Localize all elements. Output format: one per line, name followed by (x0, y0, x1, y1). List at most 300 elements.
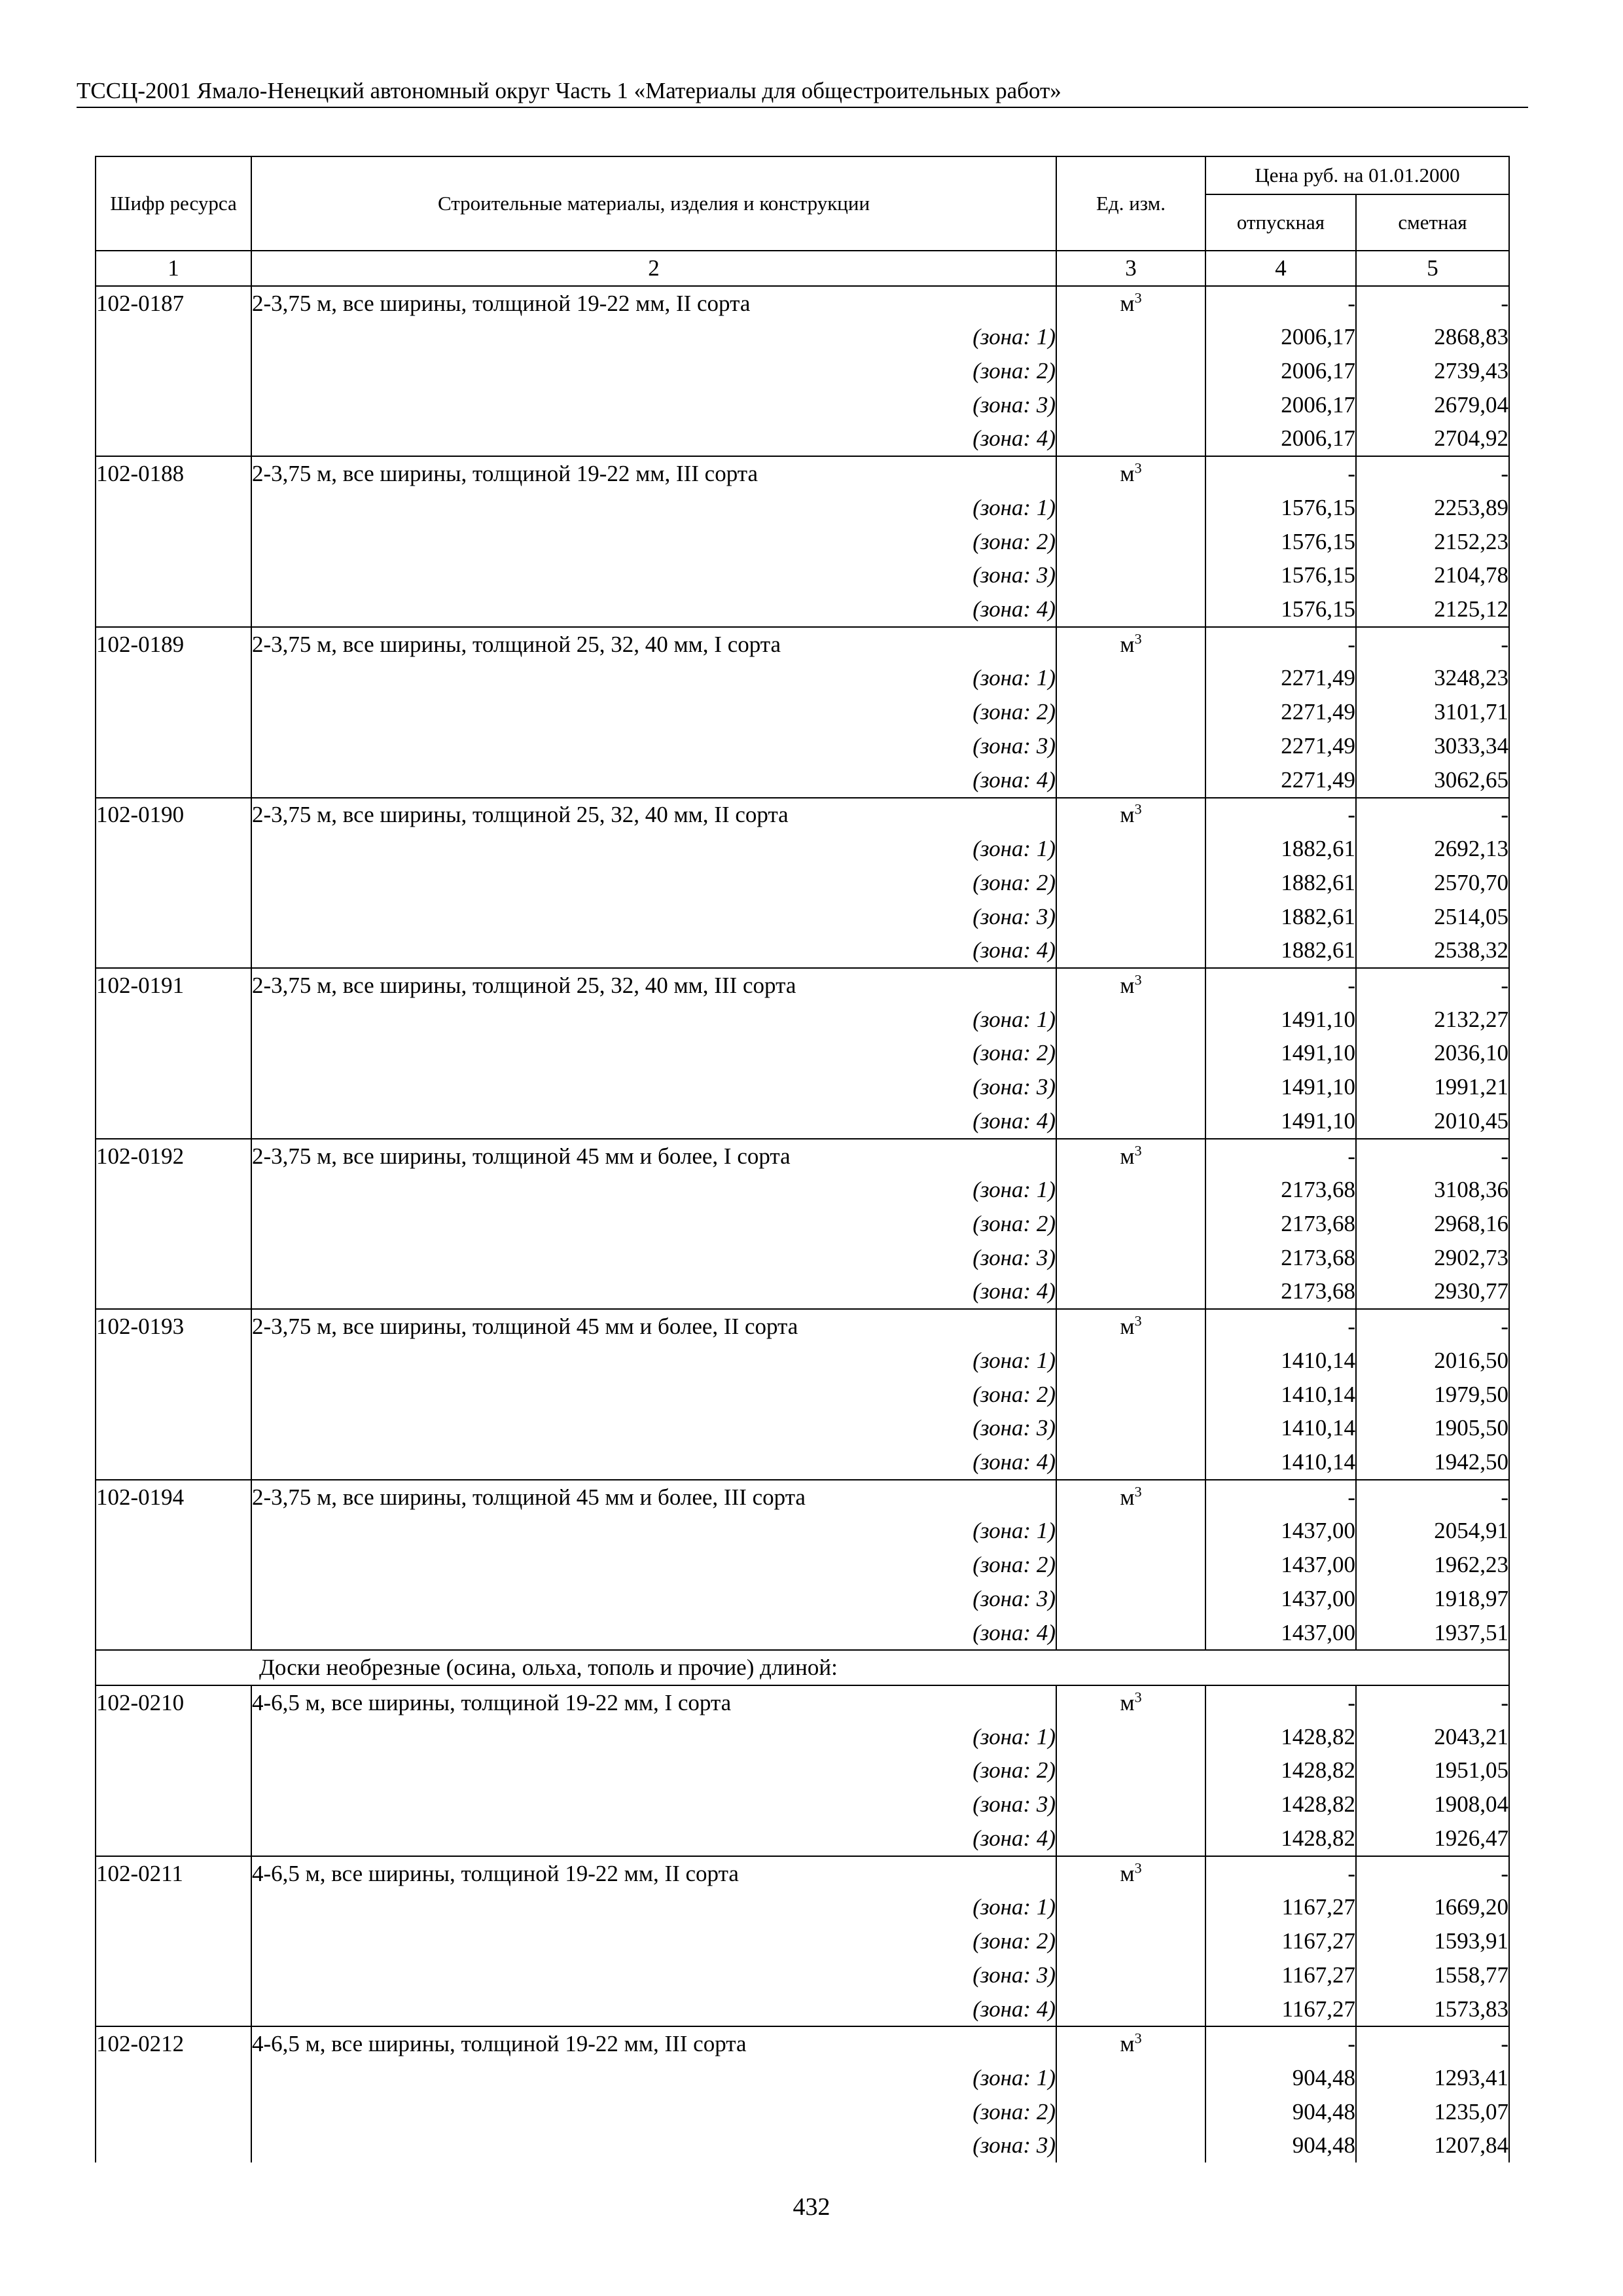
empty-cell (96, 1070, 251, 1104)
release-price: - (1205, 456, 1356, 491)
zone-row (96, 491, 1509, 525)
zone-row (96, 1411, 1509, 1445)
col-header-release-price: отпускная (1205, 194, 1356, 251)
header-rule (77, 107, 1528, 108)
estimate-price: 1235,07 (1356, 2095, 1509, 2129)
estimate-price: - (1356, 1480, 1509, 1515)
empty-cell (96, 866, 251, 900)
zone-label: (зона: 2) (251, 525, 1056, 559)
zone-row (96, 832, 1509, 866)
zone-row (96, 1037, 1509, 1071)
release-price: - (1205, 1139, 1356, 1174)
empty-cell (1056, 2129, 1205, 2163)
empty-cell (1056, 2095, 1205, 2129)
section-row (96, 1650, 1509, 1685)
empty-cell (1056, 1070, 1205, 1104)
empty-cell (1056, 491, 1205, 525)
unit-text: м (1120, 802, 1135, 828)
unit-text: м (1120, 1143, 1135, 1169)
zone-label: (зона: 2) (251, 1754, 1056, 1788)
release-price: 2271,49 (1205, 763, 1356, 798)
release-price: 2006,17 (1205, 388, 1356, 422)
unit-exponent: 3 (1134, 1483, 1142, 1500)
unit-text: м (1120, 461, 1135, 487)
empty-cell (96, 1207, 251, 1241)
unit-exponent: 3 (1134, 1859, 1142, 1876)
empty-cell (96, 1275, 251, 1310)
empty-cell (96, 1378, 251, 1412)
table-row (96, 286, 1509, 321)
empty-cell (1056, 1787, 1205, 1821)
empty-cell (96, 1173, 251, 1207)
empty-cell (1056, 1378, 1205, 1412)
release-price: 1410,14 (1205, 1378, 1356, 1412)
estimate-price: 2043,21 (1356, 1720, 1509, 1754)
empty-cell (96, 1821, 251, 1856)
estimate-price: 2016,50 (1356, 1344, 1509, 1378)
release-price: - (1205, 2026, 1356, 2061)
zone-row (96, 525, 1509, 559)
column-number: 3 (1056, 251, 1205, 286)
zone-label: (зона: 2) (251, 1207, 1056, 1241)
zone-label: (зона: 1) (251, 832, 1056, 866)
unit-cell (1056, 2026, 1205, 2061)
empty-cell (96, 1411, 251, 1445)
zone-row (96, 695, 1509, 729)
unit-exponent: 3 (1134, 1312, 1142, 1329)
material-description: 2-3,75 м, все ширины, толщиной 25, 32, 40 мм, III сорта (251, 968, 1056, 1003)
zone-row (96, 1720, 1509, 1754)
release-price: 2173,68 (1205, 1173, 1356, 1207)
empty-cell (1056, 1515, 1205, 1549)
empty-cell (1056, 832, 1205, 866)
estimate-price: - (1356, 1309, 1509, 1344)
zone-label: (зона: 3) (251, 900, 1056, 934)
release-price: 1410,14 (1205, 1445, 1356, 1480)
empty-cell (96, 933, 251, 968)
release-price: 1437,00 (1205, 1582, 1356, 1616)
empty-cell (1056, 1616, 1205, 1651)
empty-cell (96, 662, 251, 696)
unit-exponent: 3 (1134, 800, 1142, 817)
release-price: 1167,27 (1205, 1958, 1356, 1992)
zone-row (96, 1958, 1509, 1992)
unit-cell (1056, 968, 1205, 1003)
empty-cell (96, 1891, 251, 1925)
release-price: 2173,68 (1205, 1275, 1356, 1310)
unit-exponent: 3 (1134, 1689, 1142, 1706)
empty-cell (1056, 1992, 1205, 2027)
empty-cell (96, 320, 251, 354)
zone-label: (зона: 3) (251, 729, 1056, 763)
material-description: 2-3,75 м, все ширины, толщиной 25, 32, 40 мм, II сорта (251, 798, 1056, 833)
empty-cell (96, 1992, 251, 2027)
estimate-price: 2104,78 (1356, 558, 1509, 592)
estimate-price: 2570,70 (1356, 866, 1509, 900)
empty-cell (1056, 1104, 1205, 1139)
estimate-price: 1908,04 (1356, 1787, 1509, 1821)
estimate-price: 1926,47 (1356, 1821, 1509, 1856)
table-row (96, 456, 1509, 491)
empty-cell (96, 1924, 251, 1958)
estimate-price: 2902,73 (1356, 1241, 1509, 1275)
release-price: - (1205, 1309, 1356, 1344)
empty-cell (96, 1754, 251, 1788)
zone-label: (зона: 1) (251, 320, 1056, 354)
release-price: - (1205, 968, 1356, 1003)
unit-text: м (1120, 290, 1135, 316)
empty-cell (1056, 933, 1205, 968)
zone-label: (зона: 4) (251, 422, 1056, 457)
release-price: 904,48 (1205, 2061, 1356, 2095)
unit-cell (1056, 286, 1205, 321)
table-row (96, 627, 1509, 662)
release-price: 1410,14 (1205, 1411, 1356, 1445)
table-row (96, 1685, 1509, 1720)
zone-row (96, 2095, 1509, 2129)
empty-cell (96, 1616, 251, 1651)
release-price: 2006,17 (1205, 422, 1356, 457)
zone-row (96, 662, 1509, 696)
unit-cell (1056, 456, 1205, 491)
zone-row (96, 933, 1509, 968)
zone-row (96, 1548, 1509, 1582)
release-price: 1491,10 (1205, 1003, 1356, 1037)
material-description: 2-3,75 м, все ширины, толщиной 25, 32, 40 мм, I сорта (251, 627, 1056, 662)
empty-cell (96, 1515, 251, 1549)
zone-label: (зона: 4) (251, 1445, 1056, 1480)
empty-cell (96, 592, 251, 627)
empty-cell (1056, 354, 1205, 388)
col-header-name: Строительные материалы, изделия и конструкции (251, 156, 1056, 251)
estimate-price: 2704,92 (1356, 422, 1509, 457)
material-description: 2-3,75 м, все ширины, толщиной 19-22 мм, II сорта (251, 286, 1056, 321)
estimate-price: 2968,16 (1356, 1207, 1509, 1241)
zone-label: (зона: 1) (251, 2061, 1056, 2095)
unit-cell (1056, 1139, 1205, 1174)
estimate-price: - (1356, 627, 1509, 662)
empty-cell (96, 525, 251, 559)
zone-row (96, 1821, 1509, 1856)
release-price: 1428,82 (1205, 1754, 1356, 1788)
estimate-price: 1937,51 (1356, 1616, 1509, 1651)
zone-row (96, 1992, 1509, 2027)
release-price: 2006,17 (1205, 320, 1356, 354)
unit-cell (1056, 627, 1205, 662)
zone-row (96, 1445, 1509, 1480)
material-description: 4-6,5 м, все ширины, толщиной 19-22 мм, II сорта (251, 1856, 1056, 1891)
empty-cell (1056, 1582, 1205, 1616)
resource-code: 102-0210 (96, 1685, 251, 1720)
empty-cell (96, 900, 251, 934)
zone-label: (зона: 2) (251, 866, 1056, 900)
empty-cell (1056, 1924, 1205, 1958)
estimate-price: 2010,45 (1356, 1104, 1509, 1139)
empty-cell (96, 1548, 251, 1582)
resource-code: 102-0190 (96, 798, 251, 833)
estimate-price: 1962,23 (1356, 1548, 1509, 1582)
zone-label: (зона: 1) (251, 662, 1056, 696)
estimate-price: - (1356, 2026, 1509, 2061)
empty-cell (1056, 662, 1205, 696)
zone-label: (зона: 4) (251, 1616, 1056, 1651)
release-price: - (1205, 286, 1356, 321)
zone-row (96, 558, 1509, 592)
estimate-price: 2930,77 (1356, 1275, 1509, 1310)
estimate-price: 3108,36 (1356, 1173, 1509, 1207)
empty-cell (1056, 525, 1205, 559)
unit-cell (1056, 1309, 1205, 1344)
zone-row (96, 1787, 1509, 1821)
zone-label: (зона: 3) (251, 1411, 1056, 1445)
column-number: 1 (96, 251, 251, 286)
zone-row (96, 2061, 1509, 2095)
release-price: 1882,61 (1205, 866, 1356, 900)
resource-code: 102-0193 (96, 1309, 251, 1344)
zone-row (96, 1275, 1509, 1310)
material-description: 2-3,75 м, все ширины, толщиной 45 мм и более, I сорта (251, 1139, 1056, 1174)
col-header-unit: Ед. изм. (1056, 156, 1205, 251)
estimate-price: - (1356, 968, 1509, 1003)
unit-cell (1056, 1480, 1205, 1515)
zone-label: (зона: 2) (251, 1548, 1056, 1582)
zone-row (96, 388, 1509, 422)
estimate-price: - (1356, 1139, 1509, 1174)
empty-cell (1056, 592, 1205, 627)
release-price: 1576,15 (1205, 592, 1356, 627)
empty-cell (96, 1241, 251, 1275)
empty-cell (1056, 1548, 1205, 1582)
zone-row (96, 422, 1509, 457)
empty-cell (96, 1582, 251, 1616)
release-price: 2271,49 (1205, 729, 1356, 763)
unit-cell (1056, 1685, 1205, 1720)
estimate-price: 2739,43 (1356, 354, 1509, 388)
col-header-price-group: Цена руб. на 01.01.2000 (1205, 156, 1509, 194)
zone-label: (зона: 1) (251, 1515, 1056, 1549)
zone-label: (зона: 1) (251, 1173, 1056, 1207)
empty-cell (1056, 2061, 1205, 2095)
empty-cell (96, 832, 251, 866)
empty-cell (1056, 900, 1205, 934)
unit-cell (1056, 798, 1205, 833)
estimate-price: 2036,10 (1356, 1037, 1509, 1071)
estimate-price: - (1356, 1856, 1509, 1891)
unit-exponent: 3 (1134, 971, 1142, 988)
zone-row (96, 1173, 1509, 1207)
estimate-price: 1951,05 (1356, 1754, 1509, 1788)
release-price: - (1205, 627, 1356, 662)
estimate-price: 1558,77 (1356, 1958, 1509, 1992)
unit-exponent: 3 (1134, 289, 1142, 306)
zone-label: (зона: 2) (251, 1037, 1056, 1071)
column-number: 4 (1205, 251, 1356, 286)
table-row (96, 1856, 1509, 1891)
unit-exponent: 3 (1134, 1141, 1142, 1158)
zone-row (96, 1754, 1509, 1788)
column-number: 5 (1356, 251, 1509, 286)
estimate-price: 1942,50 (1356, 1445, 1509, 1480)
empty-cell (1056, 1275, 1205, 1310)
material-description: 4-6,5 м, все ширины, толщиной 19-22 мм, III сорта (251, 2026, 1056, 2061)
release-price: 2006,17 (1205, 354, 1356, 388)
zone-label: (зона: 4) (251, 1275, 1056, 1310)
estimate-price: 2152,23 (1356, 525, 1509, 559)
zone-label: (зона: 2) (251, 2095, 1056, 2129)
table-row (96, 1139, 1509, 1174)
release-price: 1491,10 (1205, 1037, 1356, 1071)
table-row (96, 968, 1509, 1003)
estimate-price: - (1356, 456, 1509, 491)
zone-row (96, 320, 1509, 354)
estimate-price: 2538,32 (1356, 933, 1509, 968)
empty-cell (96, 388, 251, 422)
zone-row (96, 1003, 1509, 1037)
table-row (96, 798, 1509, 833)
release-price: 2173,68 (1205, 1241, 1356, 1275)
unit-text: м (1120, 631, 1135, 657)
release-price: 2173,68 (1205, 1207, 1356, 1241)
release-price: 1167,27 (1205, 1891, 1356, 1925)
estimate-price: 2679,04 (1356, 388, 1509, 422)
resource-code: 102-0187 (96, 286, 251, 321)
release-price: - (1205, 798, 1356, 833)
section-caption: Доски необрезные (осина, ольха, тополь и прочие) длиной: (96, 1650, 1509, 1685)
zone-label: (зона: 3) (251, 2129, 1056, 2163)
zone-label: (зона: 3) (251, 1787, 1056, 1821)
zone-label: (зона: 3) (251, 1582, 1056, 1616)
estimate-price: 3248,23 (1356, 662, 1509, 696)
zone-label: (зона: 1) (251, 1720, 1056, 1754)
material-description: 4-6,5 м, все ширины, толщиной 19-22 мм, I сорта (251, 1685, 1056, 1720)
estimate-price: 1293,41 (1356, 2061, 1509, 2095)
price-table-body (96, 251, 1509, 2162)
release-price: 904,48 (1205, 2129, 1356, 2163)
zone-row (96, 1070, 1509, 1104)
estimate-price: 2253,89 (1356, 491, 1509, 525)
estimate-price: 2868,83 (1356, 320, 1509, 354)
unit-exponent: 3 (1134, 2030, 1142, 2047)
estimate-price: 1573,83 (1356, 1992, 1509, 2027)
unit-text: м (1120, 972, 1135, 998)
unit-text: м (1120, 1860, 1135, 1886)
empty-cell (96, 1003, 251, 1037)
estimate-price: 2054,91 (1356, 1515, 1509, 1549)
material-description: 2-3,75 м, все ширины, толщиной 45 мм и более, II сорта (251, 1309, 1056, 1344)
release-price: 1882,61 (1205, 832, 1356, 866)
empty-cell (1056, 866, 1205, 900)
zone-label: (зона: 4) (251, 1104, 1056, 1139)
release-price: 1437,00 (1205, 1515, 1356, 1549)
unit-exponent: 3 (1134, 630, 1142, 647)
release-price: 1167,27 (1205, 1924, 1356, 1958)
resource-code: 102-0194 (96, 1480, 251, 1515)
empty-cell (96, 2129, 251, 2163)
empty-cell (1056, 1720, 1205, 1754)
unit-exponent: 3 (1134, 459, 1142, 476)
empty-cell (96, 763, 251, 798)
release-price: 2271,49 (1205, 662, 1356, 696)
zone-row (96, 354, 1509, 388)
zone-label: (зона: 4) (251, 1821, 1056, 1856)
estimate-price: 2125,12 (1356, 592, 1509, 627)
zone-label: (зона: 2) (251, 354, 1056, 388)
resource-code: 102-0211 (96, 1856, 251, 1891)
estimate-price: 1991,21 (1356, 1070, 1509, 1104)
zone-row (96, 1891, 1509, 1925)
zone-label: (зона: 2) (251, 695, 1056, 729)
table-row (96, 1480, 1509, 1515)
estimate-price: 1207,84 (1356, 2129, 1509, 2163)
estimate-price: - (1356, 1685, 1509, 1720)
column-number: 2 (251, 251, 1056, 286)
unit-text: м (1120, 1484, 1135, 1510)
estimate-price: - (1356, 798, 1509, 833)
column-number-row (96, 251, 1509, 286)
estimate-price: - (1356, 286, 1509, 321)
zone-label: (зона: 2) (251, 1924, 1056, 1958)
zone-row (96, 1582, 1509, 1616)
empty-cell (96, 1037, 251, 1071)
empty-cell (1056, 763, 1205, 798)
release-price: 1882,61 (1205, 933, 1356, 968)
zone-row (96, 2129, 1509, 2163)
zone-row (96, 866, 1509, 900)
zone-label: (зона: 4) (251, 1992, 1056, 2027)
empty-cell (96, 1445, 251, 1480)
resource-code: 102-0212 (96, 2026, 251, 2061)
empty-cell (1056, 422, 1205, 457)
zone-label: (зона: 4) (251, 592, 1056, 627)
zone-label: (зона: 1) (251, 491, 1056, 525)
empty-cell (1056, 1003, 1205, 1037)
release-price: - (1205, 1685, 1356, 1720)
zone-label: (зона: 3) (251, 1070, 1056, 1104)
zone-row (96, 1104, 1509, 1139)
zone-label: (зона: 4) (251, 763, 1056, 798)
zone-label: (зона: 3) (251, 388, 1056, 422)
empty-cell (96, 2061, 251, 2095)
empty-cell (96, 1104, 251, 1139)
unit-text: м (1120, 1314, 1135, 1340)
resource-code: 102-0188 (96, 456, 251, 491)
zone-label: (зона: 3) (251, 1958, 1056, 1992)
resource-code: 102-0192 (96, 1139, 251, 1174)
estimate-price: 1669,20 (1356, 1891, 1509, 1925)
empty-cell (1056, 1037, 1205, 1071)
estimate-price: 1905,50 (1356, 1411, 1509, 1445)
empty-cell (1056, 388, 1205, 422)
document-header: ТССЦ-2001 Ямало-Ненецкий автономный округ Часть 1 «Материалы для общестроительных работ» (77, 78, 1061, 103)
empty-cell (1056, 1754, 1205, 1788)
release-price: 1410,14 (1205, 1344, 1356, 1378)
resource-code: 102-0189 (96, 627, 251, 662)
zone-row (96, 1515, 1509, 1549)
estimate-price: 2514,05 (1356, 900, 1509, 934)
estimate-price: 1918,97 (1356, 1582, 1509, 1616)
empty-cell (96, 1787, 251, 1821)
empty-cell (1056, 320, 1205, 354)
zone-label: (зона: 3) (251, 1241, 1056, 1275)
empty-cell (1056, 729, 1205, 763)
empty-cell (96, 1958, 251, 1992)
estimate-price: 3062,65 (1356, 763, 1509, 798)
release-price: 904,48 (1205, 2095, 1356, 2129)
zone-row (96, 729, 1509, 763)
empty-cell (1056, 1241, 1205, 1275)
resource-code: 102-0191 (96, 968, 251, 1003)
empty-cell (96, 1720, 251, 1754)
